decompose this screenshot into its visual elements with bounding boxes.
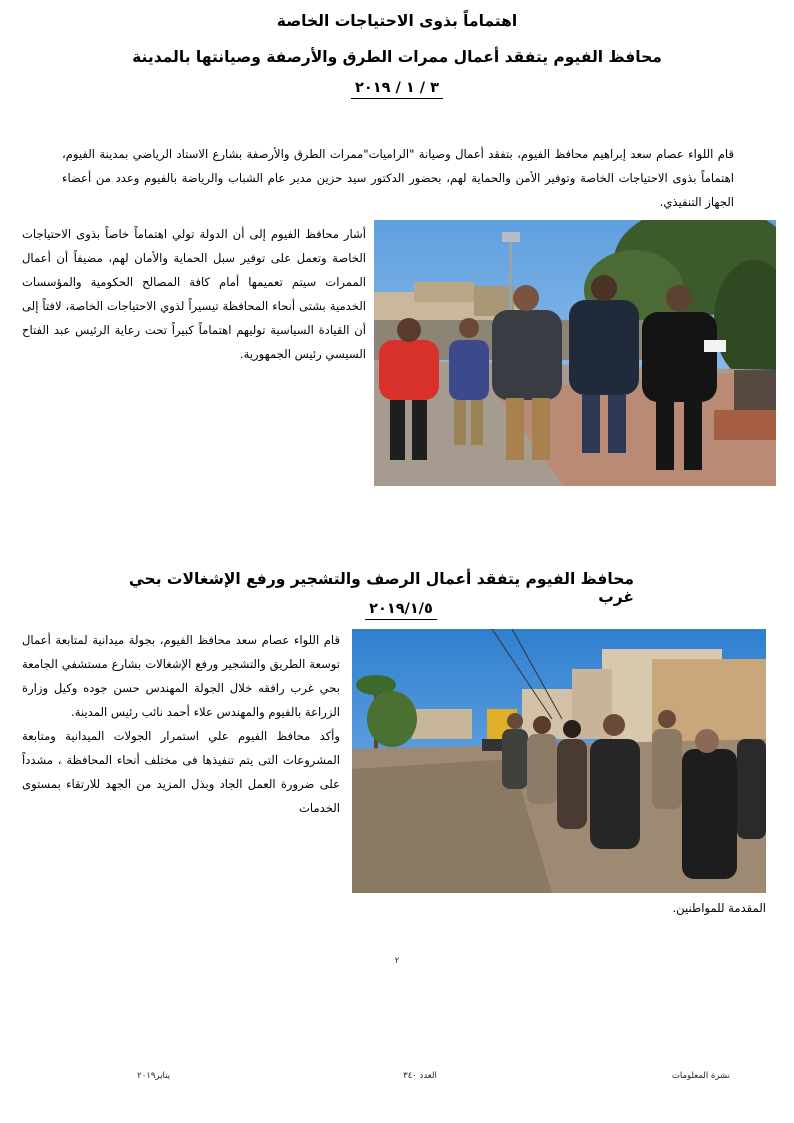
article1-photo: [374, 220, 776, 486]
footer-month: يناير٢٠١٩: [137, 1071, 170, 1081]
article1-body: أشار محافظ الفيوم إلى أن الدولة تولي اهتماماً خاصاً بذوى الاحتياجات الخاصة وتعمل على توفير سبل الحماية والأمان لهم، مضيفاً أن أعمال الممرات سيتم تعميمها أمام كافة المصالح الحكومية والمؤسسات الخدمية بشتى أنحاء المحافظة تيسيراً لذوي الاحتياجات الخاصة، لافتاً إلى أن القيادة السياسية توليهم اهتماماً كبيراً تحت رعاية الرئيس عبد الفتاح السيسي رئيس الجمهورية.: [22, 227, 366, 361]
article1-intro: قام اللواء عصام سعد إبراهيم محافظ الفيوم، بتفقد أعمال وصيانة "الراميات"ممرات الطرق والأرصفة بشارع الاستاد الرياضي بمدينة الفيوم، اهتماماً بذوى الاحتياجات الخاصة وتوفير الأمن والحماية لهم، بحضور الدكتور سيد حزين مدير عام الشباب والرياضة بالفيوم وعدد من أعضاء الجهاز التنفيذي.: [62, 147, 734, 209]
article2-title: محافظ الفيوم يتفقد أعمال الرصف والتشجير ورفع الإشغالات بحي غرب: [128, 570, 634, 606]
page-number: ٢: [394, 956, 400, 966]
article2-photo: [352, 629, 766, 893]
article2-paragraph-1: قام اللواء عصام سعد محافظ الفيوم، بجولة ميدانية لمتابعة أعمال توسعة الطريق والتشجير ورفع الإشغالات بشارع مستشفي الجامعة بحي غرب رافقه خلال الجولة المهندس حسن جوده وكيل وزارة الزراعة بالفيوم والمهندس علاء أحمد نائب رئيس المدينة.: [22, 633, 340, 719]
article2-paragraph-2-end: المقدمة للمواطنين.: [672, 901, 766, 915]
article2-paragraph-2: وأكد محافظ الفيوم علي استمرار الجولات الميدانية ومتابعة المشروعات التى يتم تنفيذها فى مختلف أنحاء المحافظة ، مشدداً على ضرورة العمل الجاد وبذل المزيد من الجهد للارتقاء بمستوى الخدمات: [22, 729, 340, 815]
article1-title: محافظ الفيوم يتفقد أعمال ممرات الطرق والأرصفة وصيانتها بالمدينة: [132, 48, 662, 66]
article1-heading: اهتماماً بذوى الاحتياجات الخاصة: [276, 12, 518, 30]
article1-date: ٣ / ١ / ٢٠١٩: [0, 80, 794, 99]
footer-publication: نشرة المعلومات: [671, 1071, 730, 1081]
article2-body: [22, 628, 340, 820]
article2-date: ٢٠١٩/١/٥: [346, 601, 456, 620]
footer-issue: العدد ٣٤٠: [403, 1071, 437, 1081]
